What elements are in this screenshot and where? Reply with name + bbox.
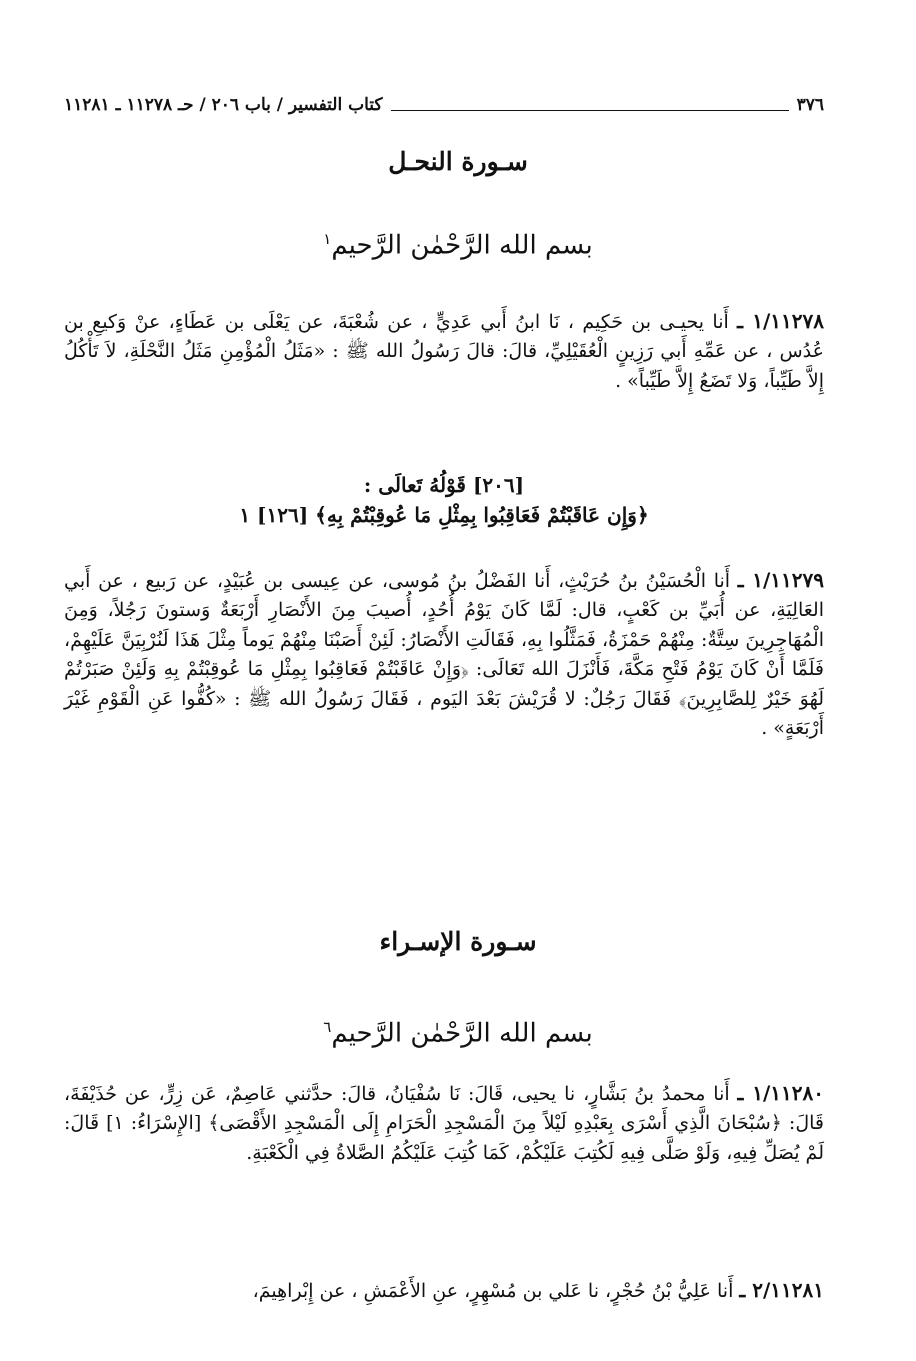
footnote-marker: ٦	[323, 1018, 332, 1036]
basmala-text: بسم الله الرَّحْمٰن الرَّحيم	[331, 1018, 593, 1049]
basmala-nahl	[0, 222, 916, 263]
running-head-title: كتاب التفسير / باب ٢٠٦ / حـ ١١٢٧٨ ـ ١١٢٨١	[64, 95, 383, 115]
page-number: ٣٧٦	[796, 95, 824, 115]
hadith-number: ١/١١٢٧٩ ـ	[737, 568, 824, 592]
section-heading: [٢٠٦] قَوْلُهُ تَعالَى :	[363, 473, 525, 497]
verse-heading: ﴿وَإِن عَاقَبْتُمْ فَعَاقِبُوا بِمِثْلِ مَا عُوقِبْتُمْ بِهِ﴾ [١٢٦] ١	[239, 503, 649, 527]
header-rule	[391, 110, 789, 111]
surah-title-nahl: سـورة النحـل	[388, 147, 528, 176]
running-head	[64, 86, 824, 116]
basmala-text: بسم الله الرَّحْمٰن الرَّحيم	[331, 230, 593, 261]
hadith-text: أَنا يحيـى بن حَكِيم ، نَا ابنُ أَبي عَدِيٍّ ، عن شُعْبَةَ، عن يَعْلَى بن عَطَاءٍ، عنْ وَكيعِ بن عُدُس ، عن عَمِّهِ أَبي رَزِينٍ الْعُقَيْلِيِّ، قالَ: قالَ رَسُولُ الله ﷺ : «مَثَلُ الْمُؤْمِنِ مَثَلُ النَّحْلَةِ، لاَ تَأْكُلُ إِلاَّ طَيِّباً، وَلا تَضَعُ إِلاَّ طَيِّباً» .	[64, 311, 824, 392]
footnote-marker: ١	[323, 230, 332, 248]
surah-title-isra: سـورة الإسـراء	[379, 927, 537, 956]
hadith-number: ١/١١٢٧٨ ـ	[737, 309, 825, 333]
hadith-11280	[64, 1079, 824, 1168]
basmala-isra	[0, 1010, 916, 1051]
hadith-11278	[64, 307, 824, 396]
section-206	[64, 470, 824, 530]
hadith-text: أَنا محمدُ بنُ بَشَّارٍ، نا يحيى، قَالَ: نَا سُفْيَانُ، قالَ: حدَّثني عَاصِمٌ، عَن زِرٍّ، عن حُذَيْفَةَ، قَالَ: ﴿سُبْحَانَ الَّذِي أَسْرَى بِعَبْدِهِ لَيْلاً مِنَ الْمَسْجِدِ الْحَرَامِ إِلَى الْمَسْجِدِ الأَقْصَى﴾ [الإِسْرَاءُ: ١] قَالَ: لَمْ يُصَلِّ فِيهِ، وَلَوْ صَلَّى فِيهِ لَكُتِبَ عَلَيْكُمْ، كَمَا كُتِبَ عَلَيْكُمُ الصَّلاةُ فِي الْكَعْبَةِ.	[64, 1083, 824, 1164]
hadith-number: ١/١١٢٨٠ ـ	[737, 1081, 824, 1105]
hadith-text: أَنا الْحُسَيْنُ بنُ حُرَيْثٍ، أَنا الفَضْلُ بنُ مُوسى، عن عِيسى بن عُبَيْدٍ، عن رَبيع ، عن أَبي العَالِيَةِ، عن أُبَيِّ بن كَعْبٍ، قال: لَمَّا كَانَ يَوْمُ أُحُدٍ، أُصيبَ مِنَ الأَنْصَارِ أَرْبَعَةٌ وَستونَ رَجُلاً، وَمِنَ الْمُهَاجِرِينَ سِتَّةٌ: مِنْهُمْ حَمْزَةُ، فَمَثَّلُوا بِهِ، فَقَالَتِ الأَنْصَارُ: لَئِنْ أَصَبْنَا مِنْهُمْ يَوماً مِثْلَ هَذَا لَنُرْبِيَنَّ عَلَيْهِمْ، فَلَمَّا أَنْ كَانَ يَوْمُ فَتْحِ مَكَّةَ، فَأَنْزَلَ الله تَعَالَى: ﴿وَإِنْ عَاقَبْتُمْ فَعَاقِبُوا بِمِثْلِ مَا عُوقِبْتُمْ بِهِ وَلَئِنْ صَبَرْتُمْ لَهُوَ خَيْرٌ لِلصَّابِرِينَ﴾ فَقَالَ رَجُلٌ: لا قُرَيْشَ بَعْدَ اليَوم ، فَقَالَ رَسُولُ الله ﷺ : «كُفُّوا عَنِ الْقَوْمِ غَيْرَ أَرْبَعَةٍ» .	[64, 570, 824, 740]
hadith-11281	[64, 1276, 824, 1306]
hadith-number: ٢/١١٢٨١ ـ	[739, 1278, 824, 1302]
hadith-text: أَنا عَلِيُّ بْنُ حُجْرٍ، نا عَلي بن مُسْهِرٍ، عنِ الأَعْمَشِ ، عن إِبْراهِيمَ،	[252, 1280, 734, 1302]
hadith-11279	[64, 566, 824, 743]
